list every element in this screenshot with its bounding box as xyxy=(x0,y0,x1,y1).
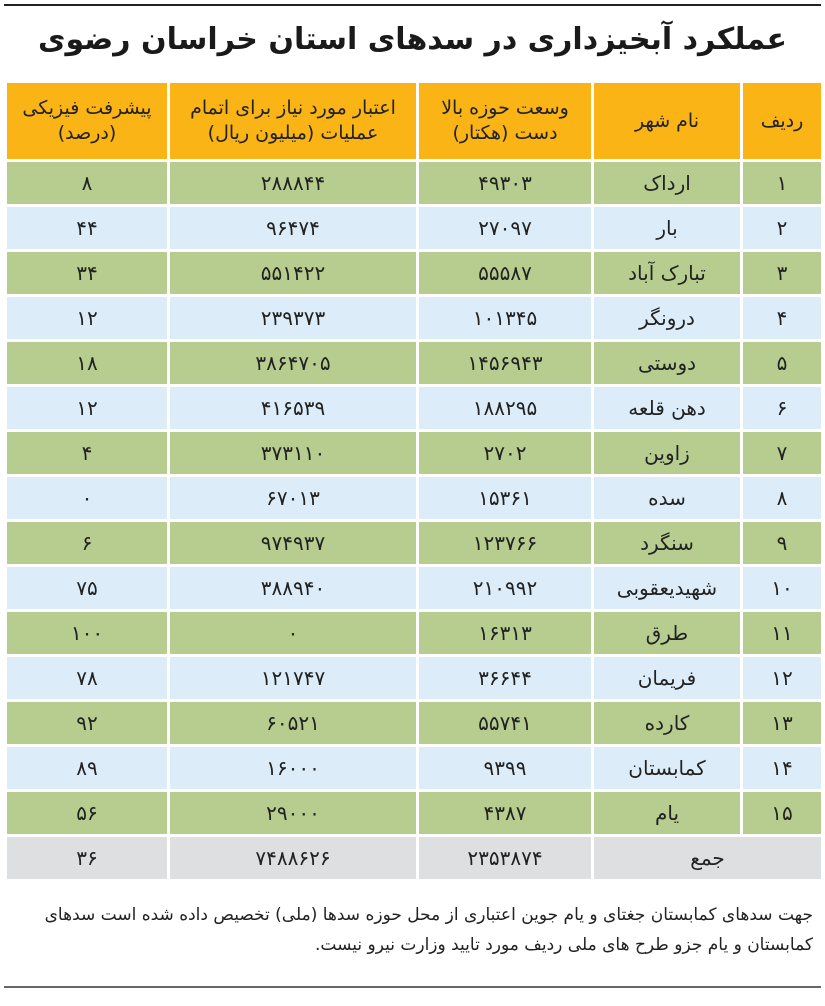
cell-radif: ۳ xyxy=(743,252,821,294)
cell-credit: ۳۷۳۱۱۰ xyxy=(170,432,416,474)
cell-progress: ۵۶ xyxy=(7,792,167,834)
cell-city: دهن قلعه xyxy=(594,387,740,429)
cell-radif: ۱ xyxy=(743,162,821,204)
cell-credit: ۶۰۵۲۱ xyxy=(170,702,416,744)
cell-area: ۱۰۱۳۴۵ xyxy=(419,297,591,339)
cell-city: بار xyxy=(594,207,740,249)
cell-radif: ۹ xyxy=(743,522,821,564)
cell-credit: ۱۲۱۷۴۷ xyxy=(170,657,416,699)
cell-city: کمابستان xyxy=(594,747,740,789)
table-row xyxy=(7,432,821,474)
total-area: ۲۳۵۳۸۷۴ xyxy=(419,837,591,879)
header-credit: اعتبار مورد نیاز برای اتمام عملیات (میلیون ریال) xyxy=(170,83,416,159)
table-row xyxy=(7,522,821,564)
cell-progress: ۸ xyxy=(7,162,167,204)
dams-table xyxy=(4,80,824,882)
cell-credit: ۱۶۰۰۰ xyxy=(170,747,416,789)
cell-radif: ۱۳ xyxy=(743,702,821,744)
cell-credit: ۲۳۹۳۷۳ xyxy=(170,297,416,339)
cell-progress: ۰ xyxy=(7,477,167,519)
cell-city: درونگر xyxy=(594,297,740,339)
cell-city: دوستی xyxy=(594,342,740,384)
bottom-rule xyxy=(4,986,821,988)
cell-radif: ۸ xyxy=(743,477,821,519)
cell-progress: ۱۲ xyxy=(7,297,167,339)
cell-area: ۲۷۰۹۷ xyxy=(419,207,591,249)
cell-city: سنگرد xyxy=(594,522,740,564)
cell-area: ۹۳۹۹ xyxy=(419,747,591,789)
cell-area: ۳۶۶۴۴ xyxy=(419,657,591,699)
table-row xyxy=(7,207,821,249)
cell-credit: ۲۹۰۰۰ xyxy=(170,792,416,834)
page-title: عملکرد آبخیزداری در سدهای استان خراسان رضوی xyxy=(37,22,787,57)
cell-area: ۲۷۰۲ xyxy=(419,432,591,474)
table-row xyxy=(7,567,821,609)
cell-progress: ۴۴ xyxy=(7,207,167,249)
cell-radif: ۴ xyxy=(743,297,821,339)
cell-progress: ۷۸ xyxy=(7,657,167,699)
cell-progress: ۶ xyxy=(7,522,167,564)
cell-progress: ۸۹ xyxy=(7,747,167,789)
cell-progress: ۱۰۰ xyxy=(7,612,167,654)
cell-area: ۱۵۳۶۱ xyxy=(419,477,591,519)
cell-city: ارداک xyxy=(594,162,740,204)
table-row xyxy=(7,297,821,339)
cell-progress: ۴ xyxy=(7,432,167,474)
cell-radif: ۱۴ xyxy=(743,747,821,789)
table-row xyxy=(7,162,821,204)
cell-credit: ۳۸۶۴۷۰۵ xyxy=(170,342,416,384)
table-body xyxy=(7,162,821,879)
cell-city: تبارک آباد xyxy=(594,252,740,294)
cell-radif: ۲ xyxy=(743,207,821,249)
header-area: وسعت حوزه بالا دست (هکتار) xyxy=(419,83,591,159)
header-city: نام شهر xyxy=(594,83,740,159)
cell-credit: ۲۸۸۸۴۴ xyxy=(170,162,416,204)
cell-area: ۱۸۸۲۹۵ xyxy=(419,387,591,429)
table-row xyxy=(7,477,821,519)
cell-progress: ۳۴ xyxy=(7,252,167,294)
cell-radif: ۱۱ xyxy=(743,612,821,654)
cell-city: طرق xyxy=(594,612,740,654)
cell-credit: ۵۵۱۴۲۲ xyxy=(170,252,416,294)
cell-area: ۱۴۵۶۹۴۳ xyxy=(419,342,591,384)
table-header-row xyxy=(7,83,821,159)
cell-radif: ۱۰ xyxy=(743,567,821,609)
cell-city: یام xyxy=(594,792,740,834)
total-row xyxy=(7,837,821,879)
cell-radif: ۵ xyxy=(743,342,821,384)
table-row xyxy=(7,657,821,699)
total-credit: ۷۴۸۸۶۲۶ xyxy=(170,837,416,879)
cell-credit: ۹۷۴۹۳۷ xyxy=(170,522,416,564)
cell-area: ۱۶۳۱۳ xyxy=(419,612,591,654)
cell-city: شهیدیعقوبی xyxy=(594,567,740,609)
cell-area: ۲۱۰۹۹۲ xyxy=(419,567,591,609)
table-row xyxy=(7,702,821,744)
cell-city: کارده xyxy=(594,702,740,744)
cell-city: زاوین xyxy=(594,432,740,474)
table-row xyxy=(7,792,821,834)
cell-area: ۵۵۷۴۱ xyxy=(419,702,591,744)
cell-radif: ۱۵ xyxy=(743,792,821,834)
cell-credit: ۳۸۸۹۴۰ xyxy=(170,567,416,609)
total-progress: ۳۶ xyxy=(7,837,167,879)
cell-area: ۱۲۳۷۶۶ xyxy=(419,522,591,564)
cell-city: فریمان xyxy=(594,657,740,699)
cell-radif: ۷ xyxy=(743,432,821,474)
total-label: جمع xyxy=(594,837,821,879)
header-radif: ردیف xyxy=(743,83,821,159)
table-row xyxy=(7,342,821,384)
cell-credit: ۰ xyxy=(170,612,416,654)
cell-progress: ۹۲ xyxy=(7,702,167,744)
header-progress: پیشرفت فیزیکی (درصد) xyxy=(7,83,167,159)
cell-credit: ۹۶۴۷۴ xyxy=(170,207,416,249)
cell-area: ۵۵۵۸۷ xyxy=(419,252,591,294)
table-row xyxy=(7,387,821,429)
table-row xyxy=(7,252,821,294)
footnote: جهت سدهای کمابستان جغتای و یام جوین اعتباری از محل حوزه سدها (ملی) تخصیص داده شده است سدهای کمابستان و یام جزو طرح های ملی ردیف مورد تایید وزارت نیرو نیست. xyxy=(44,905,813,955)
cell-radif: ۶ xyxy=(743,387,821,429)
cell-city: سده xyxy=(594,477,740,519)
table-row xyxy=(7,747,821,789)
cell-progress: ۱۸ xyxy=(7,342,167,384)
cell-area: ۴۹۳۰۳ xyxy=(419,162,591,204)
cell-radif: ۱۲ xyxy=(743,657,821,699)
cell-credit: ۴۱۶۵۳۹ xyxy=(170,387,416,429)
cell-progress: ۱۲ xyxy=(7,387,167,429)
table-row xyxy=(7,612,821,654)
cell-credit: ۶۷۰۱۳ xyxy=(170,477,416,519)
cell-progress: ۷۵ xyxy=(7,567,167,609)
cell-area: ۴۳۸۷ xyxy=(419,792,591,834)
